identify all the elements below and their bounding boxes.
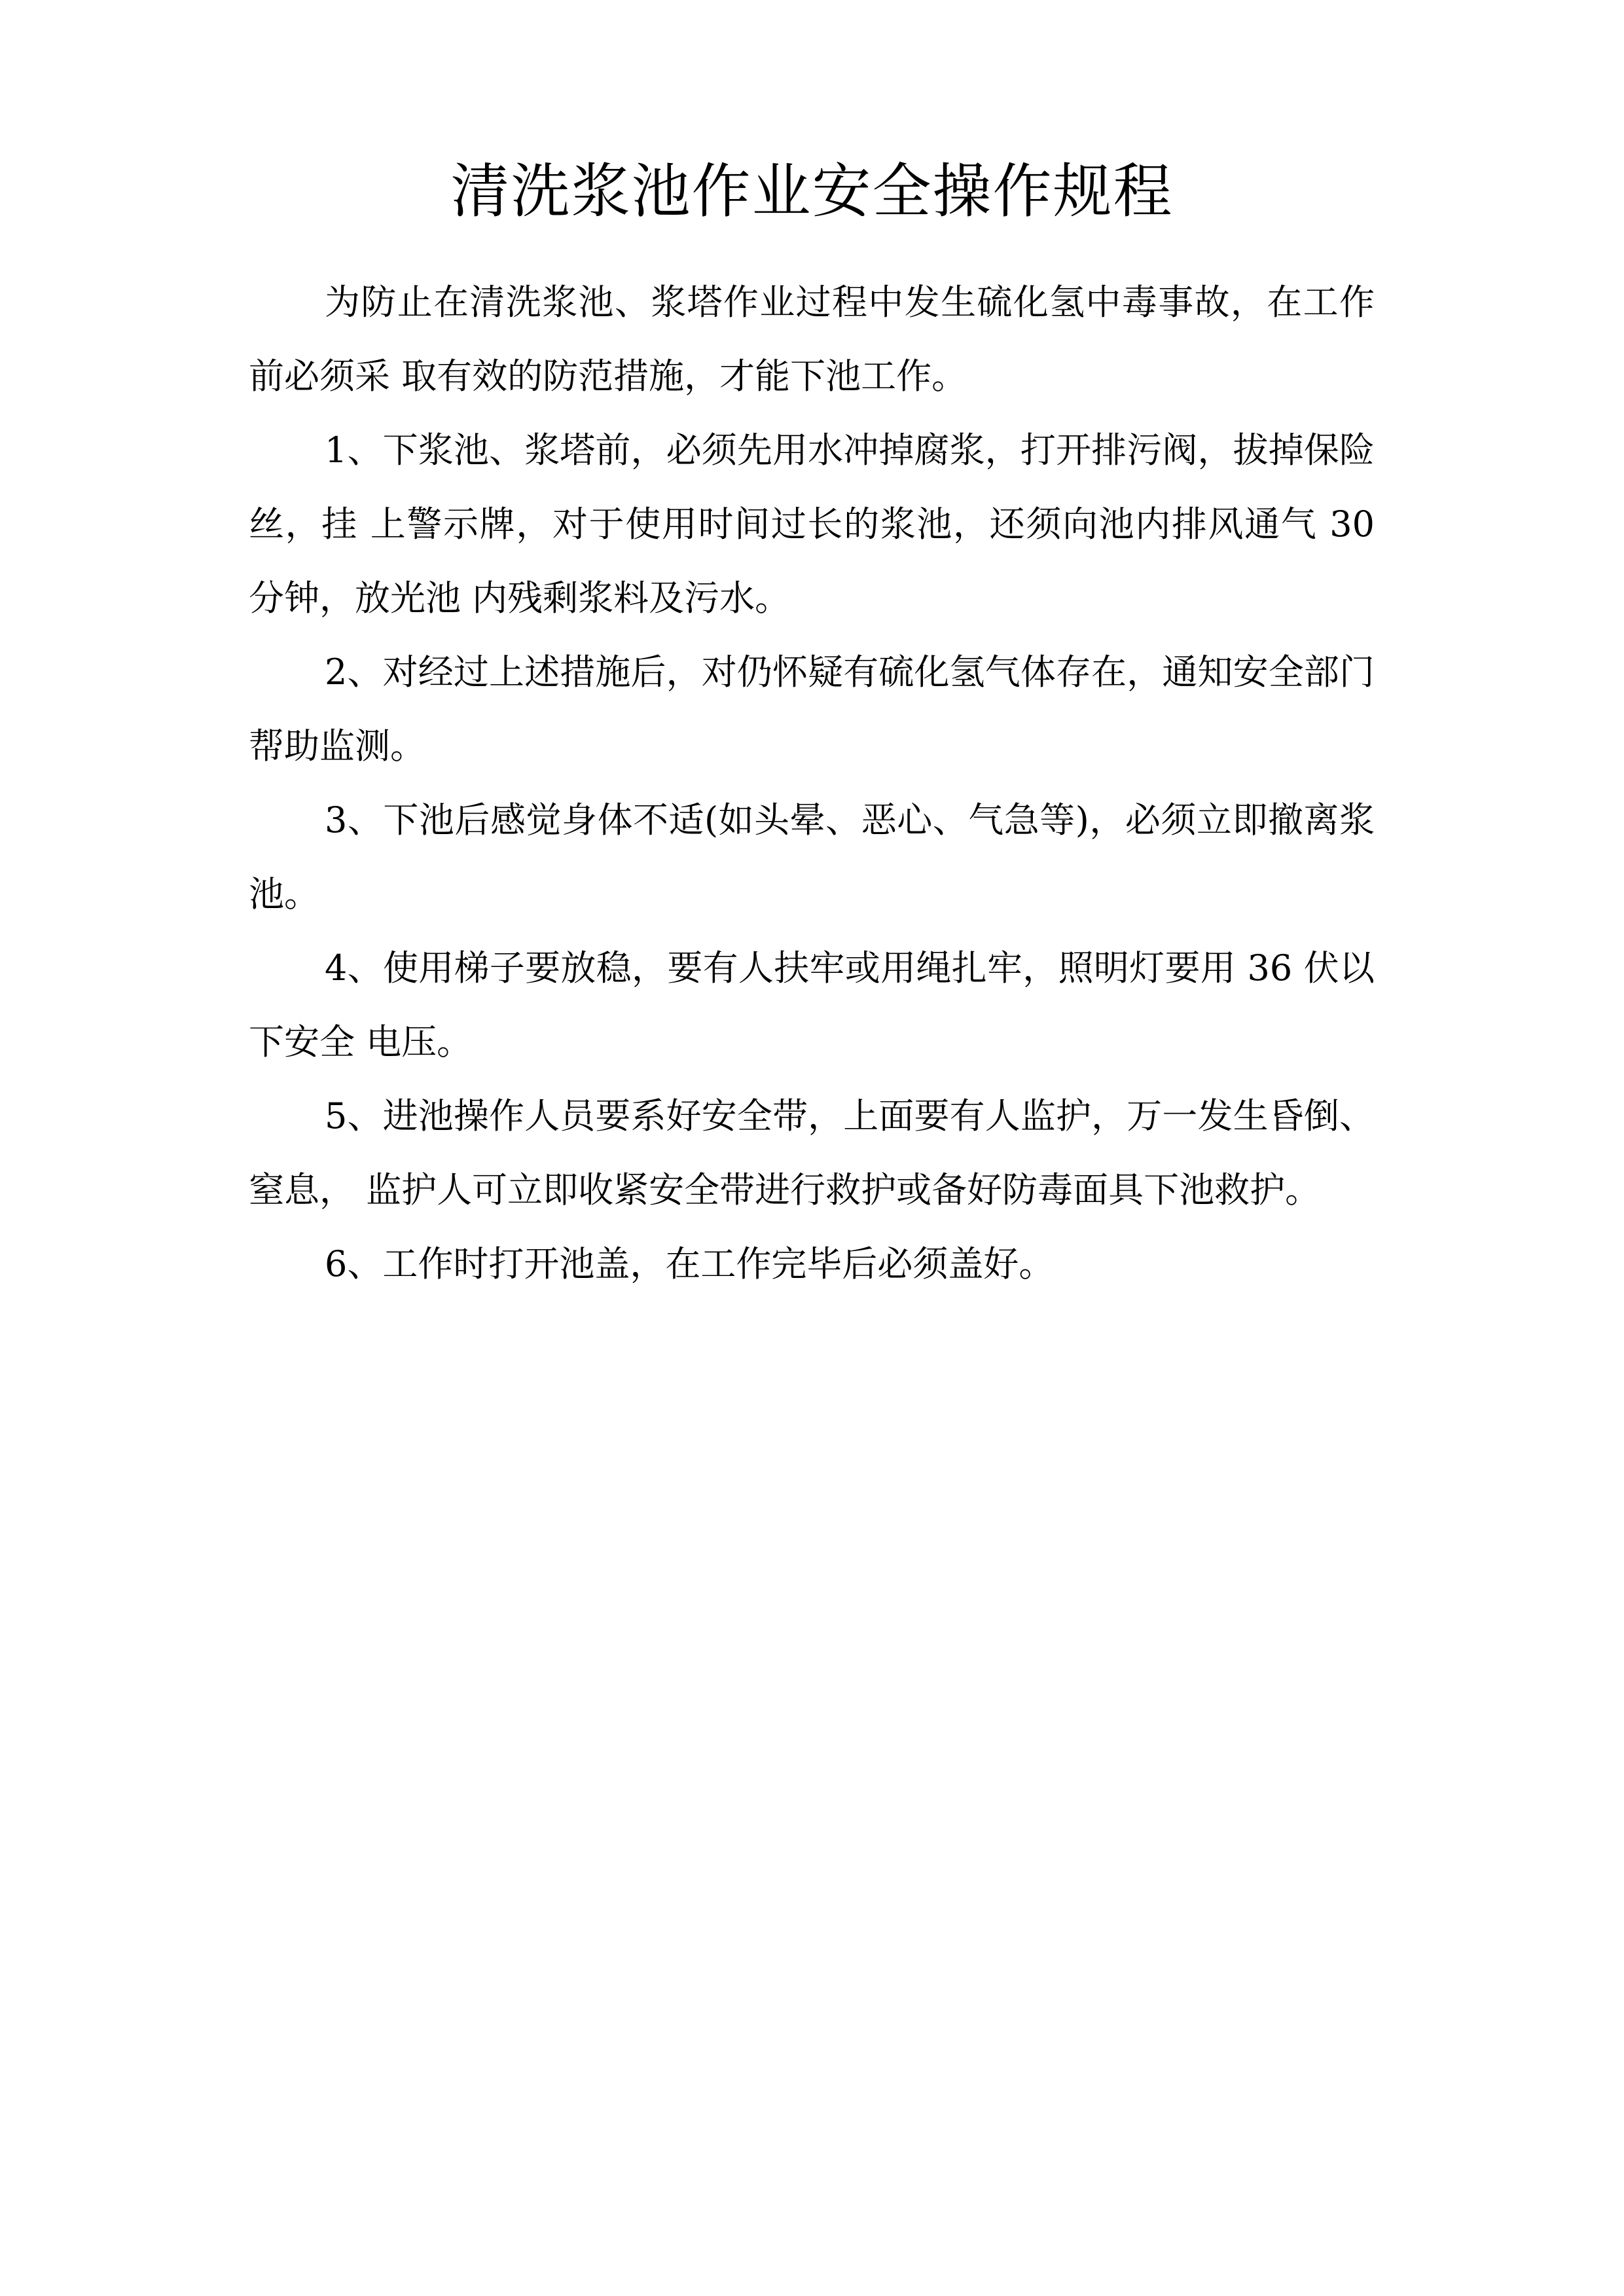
paragraph-intro: 为防止在清洗浆池、浆塔作业过程中发生硫化氢中毒事故，在工作前必须采 取有效的防范措施，才能下池工作。 [249,282,1375,397]
paragraph-rule-4: 4、使用梯子要放稳，要有人扶牢或用绳扎牢，照明灯要用 36 伏以下安全 电压。 [249,947,1375,1063]
paragraph-rule-2: 2、对经过上述措施后，对仍怀疑有硫化氢气体存在，通知安全部门帮助监测。 [249,651,1375,767]
document-body [249,265,1386,1301]
paragraph-rule-3: 3、下池后感觉身体不适(如头晕、恶心、气急等)，必须立即撤离浆池。 [249,799,1375,915]
paragraph-rule-6: 6、工作时打开池盖，在工作完毕后必须盖好。 [325,1243,1055,1285]
document-title: 清洗浆池作业安全操作规程 [450,157,1174,226]
paragraph-rule-5: 5、进池操作人员要系好安全带，上面要有人监护，万一发生昏倒、窒息， 监护人可立即收紧安全带进行救护或备好防毒面具下池救护。 [249,1095,1375,1211]
paragraph-rule-1: 1、下浆池、浆塔前，必须先用水冲掉腐浆，打开排污阀，拔掉保险丝，挂 上警示牌，对于使用时间过长的浆池，还须向池内排风通气 30 分钟，放光池 内残剩浆料及污水。 [249,429,1386,619]
